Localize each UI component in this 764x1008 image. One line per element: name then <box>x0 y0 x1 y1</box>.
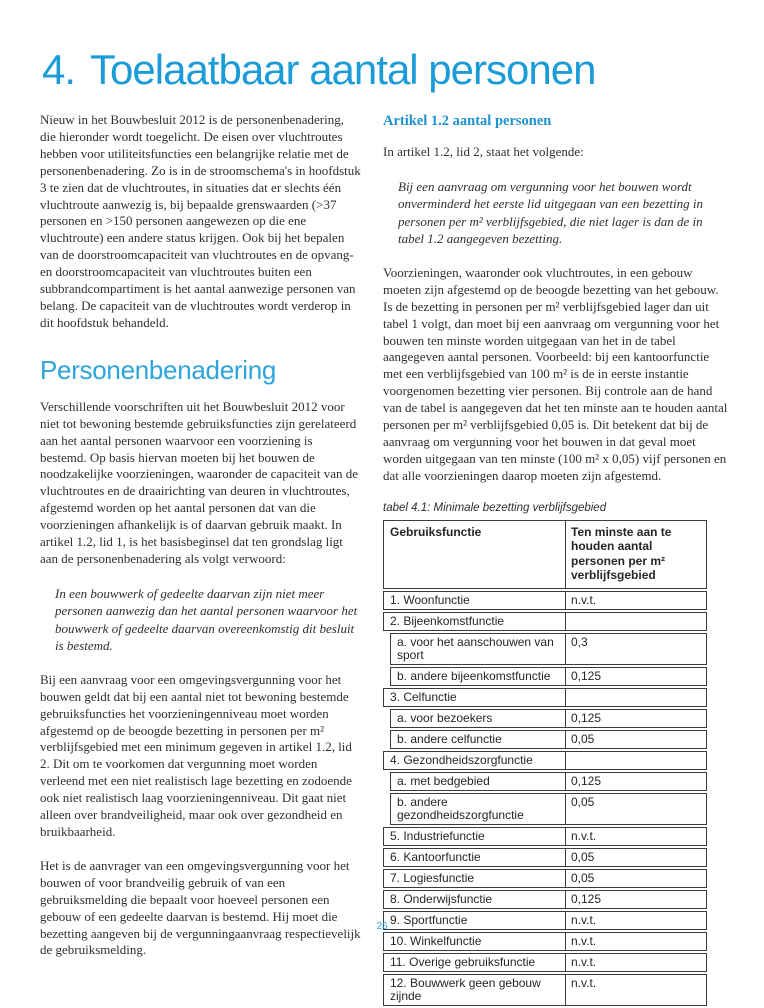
table-cell-value: n.v.t. <box>571 975 597 990</box>
table-cell-value: 0,05 <box>571 794 595 809</box>
block-quote-artikel-1-2-lid-1: In een bouwwerk of gedeelte daarvan zijn niet meer personen aanwezig dan het aantal personen waarvoor het bouwwerk of gedeelte daarvan overeenkomstig dit besluit is bestemd. <box>55 585 358 654</box>
table-cell-value <box>566 613 706 630</box>
table-cell-value: n.v.t. <box>571 933 597 948</box>
table-row <box>383 974 707 1006</box>
table-cell-value <box>566 689 706 706</box>
table-cell-value: n.v.t. <box>571 912 597 927</box>
table-cell-label: 10. Winkelfunctie <box>384 933 566 950</box>
table-cell-value: 0,3 <box>571 634 588 649</box>
paragraph: Het is de aanvrager van een omgevingsvergunning voor het bouwen of voor brandveilig gebruik of van een gebruiksmelding die bepaalt voor hoeveel personen een gebouw of een gedeelte daarvan is bestemd. Hij moet die bezetting aangeven bij de vergunningaanvraag respectievelijk de gebruiksmelding. <box>40 857 361 958</box>
table-cell-value: n.v.t. <box>571 592 597 607</box>
page-title <box>42 46 595 94</box>
table-cell-label: 9. Sportfunctie <box>384 912 566 929</box>
table-row <box>383 890 707 909</box>
table-cell-label: a. met bedgebied <box>391 773 566 790</box>
two-column-layout <box>40 112 729 1008</box>
lead-paragraph: In artikel 1.2, lid 2, staat het volgende: <box>383 144 584 159</box>
page-footer <box>0 921 764 932</box>
table-row <box>383 827 707 846</box>
chapter-number: 4. <box>42 46 76 94</box>
table-cell-label: b. andere celfunctie <box>391 731 566 748</box>
table-caption: tabel 4.1: Minimale bezetting verblijfsgebied <box>383 501 607 514</box>
table-cell-value: 0,05 <box>571 731 595 746</box>
table-cell-value: 0,125 <box>571 668 602 683</box>
table-row <box>383 848 707 867</box>
table-row <box>383 612 707 631</box>
table-row-sub <box>390 709 707 728</box>
table-row <box>383 688 707 707</box>
table-cell-value: 0,05 <box>571 849 595 864</box>
paragraph: Bij een aanvraag voor een omgevingsvergunning voor het bouwen geldt dat bij een aantal niet tot bewoning bestemde gebruiksfuncties het voorzieningenniveau moet worden afgestemd op de beoogde bezetting in personen per m² verblijfsgebied met een minimum gegeven in artikel 1.2, lid 2. Dit om te voorkomen dat vergunning moet worden verleend met een niet realistisch lage bezetting en zodoende ook niet realistisch laag voorzieningenniveau. Dit gaat niet alleen over brandveiligheid, maar ook over gezondheid en bruikbaarheid. <box>40 671 352 839</box>
paragraph: Verschillende voorschriften uit het Bouwbesluit 2012 voor niet tot bewoning bestemde gebruiksfuncties zijn gerelateerd aan het aantal personen waarvoor een voorziening is bestemd. Op basis hiervan moeten bij het bouwen de noodzakelijke voorzieningen, waaronder de capaciteit van de vluchtroutes en de draairichting van deuren in vluchtroutes, afgestemd worden op het aantal personen dat van die voorzieningen afhankelijk is of daarvan gebruik maakt. In artikel 1.2, lid 1, is het basisbeginsel dat ten grondslag ligt aan de personenbenadering als volgt verwoord: <box>40 398 358 566</box>
table-header-aantal-personen: Ten minste aan te houden aantal personen per m² verblijfsgebied <box>571 524 672 583</box>
table-cell-value: 0,125 <box>571 710 602 725</box>
section-heading-personenbenadering: Personenbenadering <box>40 354 277 385</box>
table-row-sub <box>390 730 707 749</box>
table-cell-value <box>566 752 706 769</box>
table-cell-value: 0,125 <box>571 773 602 788</box>
right-column <box>383 112 729 1008</box>
table-cell-label: 5. Industriefunctie <box>384 828 566 845</box>
table-cell-label: 12. Bouwwerk geen gebouw zijnde <box>384 975 566 1005</box>
table-cell-label: 1. Woonfunctie <box>384 592 566 609</box>
table-cell-label: b. andere gezondheidszorgfunctie <box>391 794 566 824</box>
table-row-sub <box>390 667 707 686</box>
subsection-heading-artikel-1-2: Artikel 1.2 aantal personen <box>383 113 552 129</box>
table-cell-label: a. voor bezoekers <box>391 710 566 727</box>
table-cell-value: n.v.t. <box>571 954 597 969</box>
table-cell-label: 6. Kantoorfunctie <box>384 849 566 866</box>
left-column <box>40 112 361 1008</box>
table-cell-label: a. voor het aanschouwen van sport <box>391 634 566 664</box>
table-cell-label: 2. Bijeenkomstfunctie <box>384 613 566 630</box>
table-cell-label: 11. Overige gebruiksfunctie <box>384 954 566 971</box>
table-row <box>383 953 707 972</box>
table-row-sub <box>390 633 707 665</box>
table-cell-value: 0,125 <box>571 891 602 906</box>
block-quote-artikel-1-2-lid-2: Bij een aanvraag om vergunning voor het bouwen wordt onverminderd het eerste lid uitgegaan van een bezetting in personen per m² verblijfsgebied, die niet lager is dan de in tabel 1.2 aangegeven bezetting. <box>398 178 703 247</box>
table-cell-label: 3. Celfunctie <box>384 689 566 706</box>
table-row-sub <box>390 772 707 791</box>
table-cell-label: 4. Gezondheidszorgfunctie <box>384 752 566 769</box>
table-row <box>383 869 707 888</box>
table-row <box>383 932 707 951</box>
table-cell-label: 7. Logiesfunctie <box>384 870 566 887</box>
table-cell-label: 8. Onderwijsfunctie <box>384 891 566 908</box>
page-number: 26 <box>376 921 388 932</box>
table-row-sub <box>390 793 707 825</box>
table-header-row <box>383 520 707 589</box>
intro-paragraph: Nieuw in het Bouwbesluit 2012 is de personenbenadering, die hieronder wordt toegelicht. De eisen over vluchtroutes hebben voor utiliteitsfuncties een belangrijke relatie met de personenbenadering. Zo is in de stroomschema's in hoofdstuk 3 te zien dat de vluchtroutes, in situaties dat er slechts één vluchtroute aanwezig is, bij bepaalde grenswaarden (>37 personen en >150 personen aangewezen op die ene vluchtroute) een andere status krijgen. Ook bij het bepalen van de doorstroomcapaciteit van vluchtroutes en de opvang- en doorstroomcapaciteit van vluchtroutes buiten een subbrandcompartiment is het aantal aanwezige personen van belang. De capaciteit van de vluchtroutes wordt verderop in dit hoofdstuk behandeld. <box>40 112 361 330</box>
table-cell-value: 0,05 <box>571 870 595 885</box>
table-cell-label: b. andere bijeenkomstfunctie <box>391 668 566 685</box>
table-minimale-bezetting <box>383 520 707 1006</box>
table-row <box>383 751 707 770</box>
table-header-gebruiksfunctie: Gebruiksfunctie <box>384 521 566 588</box>
chapter-title-text: Toelaatbaar aantal personen <box>90 46 596 94</box>
paragraph: Voorzieningen, waaronder ook vluchtroutes, in een gebouw moeten zijn afgestemd op de beoogde bezetting van het gebouw. Is de bezetting in personen per m² verblijfsgebied lager dan uit tabel 1 volgt, dan moet bij een aanvraag om vergunning voor het bouwen ten minste worden uitgegaan van het in de tabel aangegeven aantal personen. Voorbeeld: bij een kantoorfunctie met een verblijfsgebied van 100 m² is de in eerste instantie voorgenomen bezetting vier personen. Bij controle aan de hand van de tabel is aangegeven dat het ten minste aan te houden aantal personen per m² verblijfsgebied 0,05 is. Dit betekent dat bij de aanvraag om vergunning voor het bouwen in dat geval moet worden uitgegaan van ten minste (100 m² x 0,05) vijf personen en dat alle voorzieningen daarop moeten zijn afgestemd. <box>383 264 728 483</box>
table-cell-value: n.v.t. <box>571 828 597 843</box>
table-row <box>383 591 707 610</box>
